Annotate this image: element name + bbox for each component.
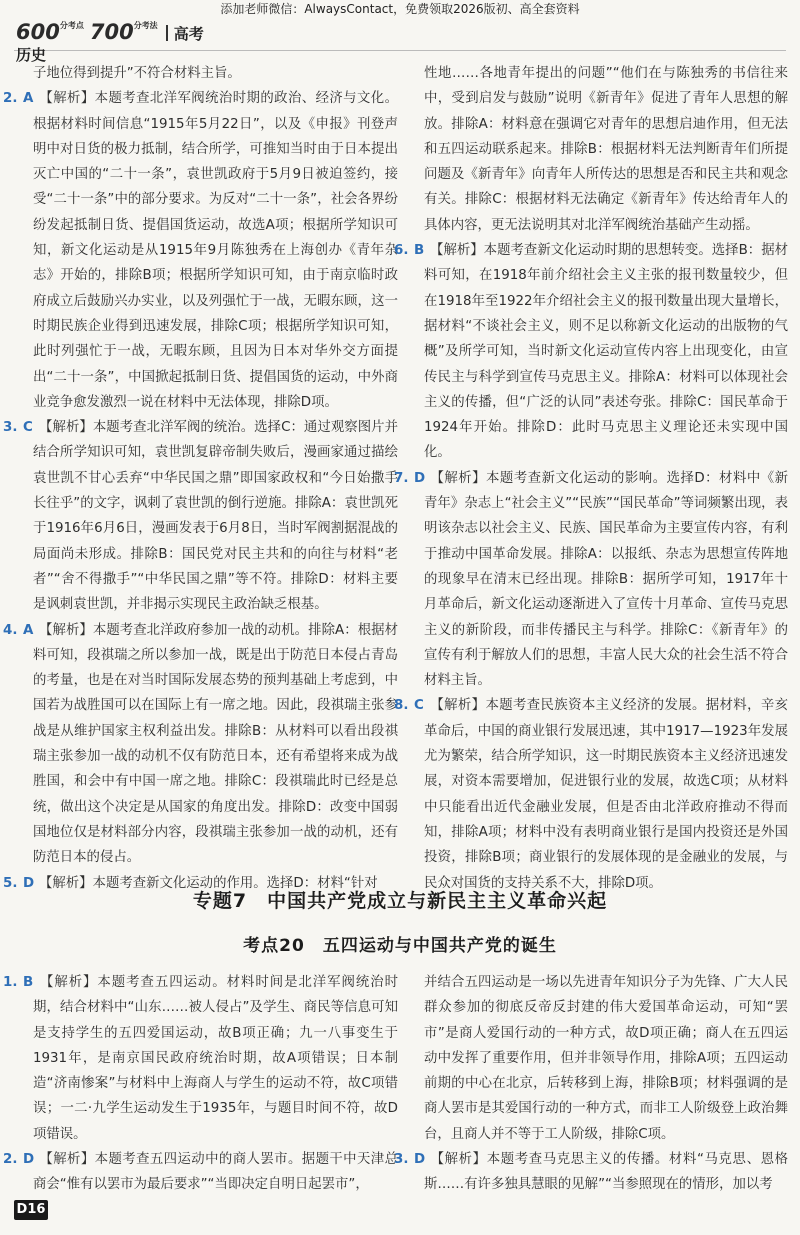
logo-600: 600 bbox=[16, 20, 60, 44]
answer-explanation: 【解析】本题考查五四运动中的商人罢市。据题干中天津总商会“惟有以罢市为最后要求”“当即决定自明日起罢市”， bbox=[33, 1152, 398, 1193]
left-column-upper bbox=[3, 61, 398, 896]
right-column-lower bbox=[394, 970, 788, 1198]
logo-700-suffix: 分考法 bbox=[133, 21, 158, 30]
answer-explanation: 【解析】本题考查北洋军阀的统治。选择C：通过观察图片并结合所学知识可知，袁世凯复辟帝制失败后，漫画家通过描绘袁世凯不甘心丢弃“中华民国之鼎”即国家政权和“今日始撒手长往乎”的文字，讽刺了袁世凯的倒行逆施。排除A：袁世凯死于1916年6月6日，漫画发表于6月8日，当时军阀割据混战的局面尚未形成。排除B：国民党对民主共和的向往与材料“老者”“舍不得撒手”“中华民国之鼎”等不符。排除D：材料主要是讽刺袁世凯，并非揭示实现民主政治缺乏根基。 bbox=[33, 420, 398, 613]
answer-explanation: 【解析】本题考查五四运动。材料时间是北洋军阀统治时期，结合材料中“山东……被人侵占”及学生、商民等信息可知是支持学生的五四爱国运动，故B项正确；九一八事变生于1931年，是南京国民政府统治时期，故A项错误；日本制造“济南惨案”与材料中上海商人与学生的运动不符，故C项错误；一二·九学生运动发生于1935年，与题目时间不符，故D项错误。 bbox=[33, 975, 398, 1142]
answer-explanation: 【解析】本题考查新文化运动时期的思想转变。选择B：据材料可知，在1918年前介绍社会主义主张的报刊数量较少，但在1918年至1922年介绍社会主义的报刊数量出现大量增长，据材料“不谈社会主义，则不足以称新文化运动的出版物的气概”及所学可知，当时新文化运动宣传内容上出现变化，由宣传民主与科学到宣传马克思主义。排除A：材料可以体现社会主义的传播，但“广泛的认同”表述夸张。排除C：国民革命于1924年开始。排除D：此时马克思主义理论还未实现中国化。 bbox=[424, 243, 788, 461]
page-number: D16 bbox=[14, 1200, 48, 1220]
answer-letter: C bbox=[414, 698, 424, 714]
answer-item-6 bbox=[394, 238, 788, 466]
answer-letter: D bbox=[23, 875, 35, 891]
book-logo bbox=[16, 20, 216, 64]
answer-item-b2 bbox=[3, 1147, 398, 1198]
answer-item-b1 bbox=[3, 970, 398, 1147]
question-number: 8. bbox=[394, 698, 409, 714]
answer-explanation: 【解析】本题考查新文化运动的作用。选择D：材料“针对 bbox=[39, 875, 378, 891]
subject-title: 高考历史 bbox=[16, 25, 204, 64]
answer-item-2 bbox=[3, 86, 398, 415]
question-number: 2. bbox=[3, 91, 18, 107]
question-number: 3. bbox=[394, 1152, 409, 1168]
answer-explanation: 【解析】本题考查马克思主义的传播。材料“马克思、恩格斯……有许多独具慧眼的见解”“当参照现在的情形，加以考 bbox=[424, 1152, 788, 1193]
left-column-lower bbox=[3, 970, 398, 1198]
question-number: 7. bbox=[394, 470, 409, 486]
question-number: 1. bbox=[3, 975, 18, 990]
section-title: 专题7 中国共产党成立与新民主主义革命兴起 bbox=[192, 890, 608, 912]
question-number: 5. bbox=[3, 875, 18, 891]
answer-explanation: 【解析】本题考查新文化运动的影响。选择D：材料中《新青年》杂志上“社会主义”“民族”“国民革命”等词频繁出现，表明该杂志以社会主义、民族、国民革命为主要宣传内容，有利于推动中国革命发展。排除A：以报纸、杂志为思想宣传阵地的现象早在清末已经出现。排除B：据所学可知，1917年十月革命后，新文化运动逐渐进入了宣传十月革命、宣传马克思主义的新阶段，而非传播民主与科学。排除C：《新青年》的宣传有利于解放人们的思想，丰富人民大众的社会生活不符合材料主旨。 bbox=[424, 470, 788, 689]
answer-letter: C bbox=[23, 420, 33, 436]
answer-item-4 bbox=[3, 618, 398, 871]
answer-letter: D bbox=[23, 1152, 35, 1168]
answer-letter: A bbox=[23, 91, 34, 107]
answer-letter: B bbox=[23, 975, 34, 990]
question-number: 4. bbox=[3, 622, 18, 638]
question-number: 2. bbox=[3, 1152, 18, 1168]
answer-item-3 bbox=[3, 415, 398, 617]
right-column-upper bbox=[394, 61, 788, 896]
question-number: 3. bbox=[3, 420, 18, 436]
answer-item-b3 bbox=[394, 1147, 788, 1198]
answer-explanation: 【解析】本题考查民族资本主义经济的发展。据材料，辛亥革命后，中国的商业银行发展迅速，其中1917—1923年发展尤为繁荣，结合所学知识，这一时期民族资本主义经济迅速发展，对资本需要增加，促进银行业的发展，故选C项；从材料中只能看出近代金融业发展，但是否由北洋政府推动不得而知，排除A项；材料中没有表明商业银行是国内投资还是外国投资，排除B项；商业银行的发展体现的是金融业的发展，与民众对国货的支持关系不大，排除D项。 bbox=[424, 698, 788, 891]
top-notice: 添加老师微信：AlwaysContact，免费领取2026版初、高全套资料 bbox=[220, 2, 580, 16]
logo-700: 700 bbox=[89, 20, 134, 44]
answer-letter: D bbox=[414, 470, 426, 486]
answer-explanation: 【解析】本题考查北洋军阀统治时期的政治、经济与文化。根据材料时间信息“1915年5月22日”，以及《申报》刊登声明中对日货的极力抵制，结合所学，可推知当时由于日本提出灭亡中国的“二十一条”，袁世凯政府于5月9日被迫签约，接受“二十一条”中的部分要求。为反对“二十一条”，社会各界纷纷发起抵制日货、提倡国货运动，故选A项；根据所学知识可知，新文化运动是从1915年9月陈独秀在上海创办《青年杂志》开始的，排除B项；根据所学知识可知，由于南京临时政府成立后鼓励兴办实业，以及列强忙于一战，无暇东顾，这一时期民族企业得到迅速发展，排除C项；根据所学知识可知，此时列强忙于一战，无暇东顾，且因为日本对华外交方面提出“二十一条”，中国掀起抵制日货、提倡国货的运动，中外商业竞争愈发激烈一说在材料中无法体现，排除D项。 bbox=[33, 91, 398, 410]
page-header bbox=[14, 20, 786, 64]
answer-explanation: 【解析】本题考查北洋政府参加一战的动机。排除A：根据材料可知，段祺瑞之所以参加一战，既是出于防范日本侵占青岛的考量，也是在对当时国际发展态势的预判基础上考虑到，中国若为战胜国可以在国际上有一席之地。因此，段祺瑞主张参战是从维护国家主权利益出发。排除B：从材料可以看出段祺瑞主张参加一战的动机不仅有防范日本，还有希望将来成为战胜国，和会中有中国一席之地。排除C：段祺瑞此时已经是总统，做出这个决定是从国家的角度出发。排除D：改变中国弱国地位仅是材料部分内容，段祺瑞主张参加一战的动机，还有防范日本的侵占。 bbox=[33, 622, 398, 866]
logo-600-suffix: 分考点 bbox=[59, 21, 84, 30]
right-continuation: 性地……各地青年提出的问题”“他们在与陈独秀的书信往来中，受到启发与鼓励”说明《新青年》促进了青年人思想的解放。排除A：材料意在强调它对青年的思想启迪作用，但无法和五四运动联系起来。排除B：根据材料无法判断青年们所提问题及《新青年》向青年人所传达的思想是否和民主共和观念有关。排除C：根据材料无法确定《新青年》传达给青年人的具体内容，更无法说明其对北洋军阀统治基础产生动摇。 bbox=[424, 66, 788, 233]
left-continuation: 子地位得到提升”不符合材料主旨。 bbox=[33, 66, 241, 81]
answer-letter: B bbox=[414, 243, 425, 259]
answer-letter: D bbox=[414, 1152, 426, 1168]
answer-item-7 bbox=[394, 466, 788, 694]
question-number: 6. bbox=[394, 243, 409, 259]
answer-letter: A bbox=[23, 622, 34, 638]
subsection-title: 考点20 五四运动与中国共产党的诞生 bbox=[243, 936, 557, 956]
right-continuation-lower: 并结合五四运动是一场以先进青年知识分子为先锋、广大人民群众参加的彻底反帝反封建的伟大爱国革命运动，可知“罢市”是商人爱国行动的一种方式，故D项正确；商人在五四运动中发挥了重要作用，但并非领导作用，排除A项；五四运动前期的中心在北京，后转移到上海，排除B项；材料强调的是商人罢市是其爱国行动的一种方式，而非工人阶级登上政治舞台，且商人并不等于工人阶级，排除C项。 bbox=[424, 975, 788, 1142]
logo-divider bbox=[166, 25, 168, 41]
answer-item-8 bbox=[394, 693, 788, 895]
